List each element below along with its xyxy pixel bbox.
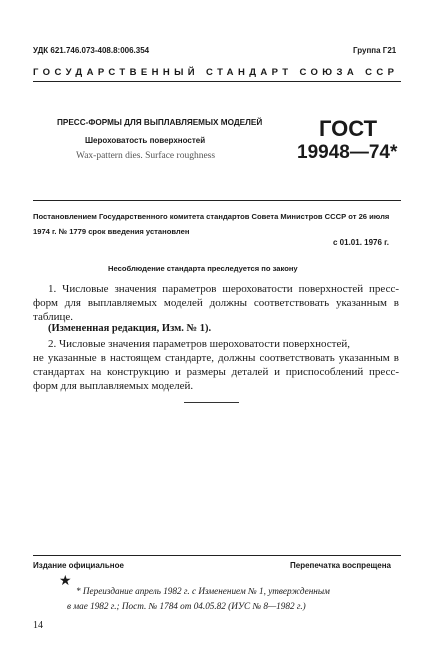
star-icon: ★ [59, 574, 72, 589]
paragraph-1-amendment-note: (Измененная редакция, Изм. № 1). [48, 323, 212, 334]
paragraph-2 [33, 337, 399, 393]
paragraph-2-rest: не указанные в настоящем стандарте, должны соответствовать указанным в стандартах на конструкцию и размеры деталей и приспособлений пресс-форм для выплавляемых моделей. [33, 352, 399, 392]
reissue-note-line-2: в мае 1982 г.; Пост. № 1784 от 04.05.82 (ИУС № 8—1982 г.) [67, 601, 306, 611]
end-of-text-rule [184, 402, 239, 403]
reissue-note-line-1: * Переиздание апрель 1982 г. с Изменением № 1, утвержденным [76, 586, 330, 596]
document-title: ПРЕСС-ФОРМЫ ДЛЯ ВЫПЛАВЛЯЕМЫХ МОДЕЛЕЙ [57, 118, 263, 127]
paragraph-2-first-line: 2. Числовые значения параметров шероховатости поверхностей, [48, 338, 351, 350]
udk-code: УДК 621.746.073-408.8:006.354 [33, 46, 150, 55]
state-standard-heading: ГОСУДАРСТВЕННЫЙ СТАНДАРТ СОЮЗА ССР [33, 67, 399, 78]
penalty-notice: Несоблюдение стандарта преследуется по закону [108, 264, 298, 273]
official-edition-label: Издание официальное [33, 561, 124, 570]
reprint-prohibited-label: Перепечатка воспрещена [290, 561, 391, 570]
middle-divider [33, 200, 401, 201]
english-title: Wax-pattern dies. Surface roughness [76, 151, 216, 161]
page-number: 14 [33, 620, 43, 631]
document-subtitle: Шероховатость поверхностей [85, 136, 206, 145]
effective-date: с 01.01. 1976 г. [333, 238, 389, 247]
top-divider [33, 81, 401, 82]
gost-label: ГОСТ [319, 116, 378, 141]
bottom-divider [33, 555, 401, 556]
gost-number: 19948—74* [297, 142, 398, 163]
decree-text: Постановлением Государственного комитета стандартов Совета Министров СССР от 26 июля 1974 г. № 1779 срок введения установлен [33, 212, 390, 236]
paragraph-1: 1. Числовые значения параметров шероховатости поверхностей пресс-форм для выплавляемых моделей должны соответствовать указанным в таблице. [33, 283, 399, 323]
group-code: Группа Г21 [353, 46, 397, 55]
